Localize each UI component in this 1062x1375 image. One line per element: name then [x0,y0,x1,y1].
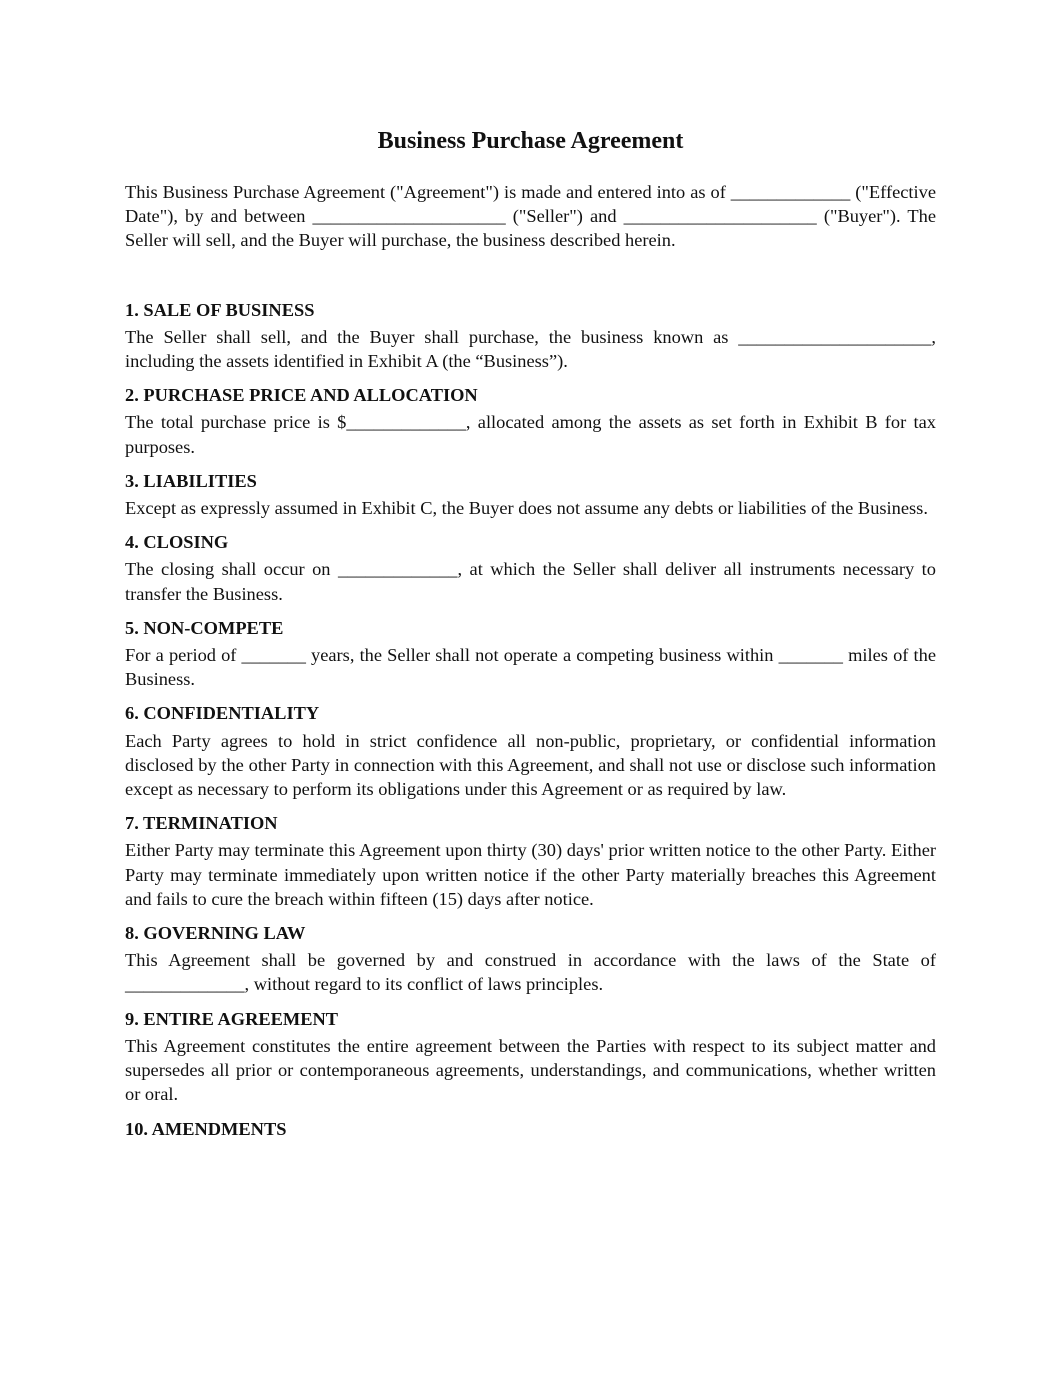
section-heading: 3. LIABILITIES [125,470,257,491]
document-title: Business Purchase Agreement [377,128,684,154]
section-amendments [125,1117,936,1141]
section-termination [125,811,936,911]
section-body: Each Party agrees to hold in strict confidence all non-public, proprietary, or confidential information disclosed by the other Party in connection with this Agreement, and shall not use or disclose such information except as necessary to perform its obligations under this Agreement or as required by law. [125,730,936,800]
section-liabilities [125,469,936,520]
section-heading: 10. AMENDMENTS [125,1118,287,1139]
section-confidentiality [125,701,936,801]
section-closing [125,530,936,606]
section-heading: 1. SALE OF BUSINESS [125,299,315,320]
intro-paragraph: This Business Purchase Agreement ("Agreement") is made and entered into as of _____________ ("Effective Date"), by and between _____________________ ("Seller") and _____________________ ("Buyer"). The Seller will sell, and the Buyer will purchase, the business described herein. [125,182,936,251]
section-non-compete [125,616,936,692]
section-heading: 9. ENTIRE AGREEMENT [125,1008,339,1029]
section-heading: 7. TERMINATION [125,813,278,834]
section-entire-agreement [125,1007,936,1107]
section-body: Except as expressly assumed in Exhibit C, the Buyer does not assume any debts or liabilities of the Business. [125,498,928,519]
document-body [125,126,936,1151]
section-heading: 2. PURCHASE PRICE AND ALLOCATION [125,385,478,406]
section-heading: 4. CLOSING [125,532,229,553]
section-heading: 8. GOVERNING LAW [125,923,306,944]
section-sale-of-business [125,298,936,374]
section-body: Either Party may terminate this Agreement upon thirty (30) days' prior written notice to the other Party. Either Party may terminate immediately upon written notice if the other Party materially breaches this Agreement and fails to cure the breach within fifteen (15) days after notice. [125,840,936,909]
section-heading: 5. NON-COMPETE [125,617,284,638]
section-governing-law [125,921,936,997]
section-heading: 6. CONFIDENTIALITY [125,703,320,724]
section-body: The total purchase price is $_____________, allocated among the assets as set forth in Exhibit B for tax purposes. [125,412,936,457]
section-body: This Agreement shall be governed by and construed in accordance with the laws of the State of _____________, without regard to its conflict of laws principles. [125,950,936,995]
section-purchase-price [125,383,936,459]
section-body: For a period of _______ years, the Seller shall not operate a competing business within _______ miles of the Business. [125,645,936,690]
section-body: The closing shall occur on _____________, at which the Seller shall deliver all instruments necessary to transfer the Business. [125,559,936,604]
section-body: This Agreement constitutes the entire agreement between the Parties with respect to its subject matter and supersedes all prior or contemporaneous agreements, understandings, and communications, whether written or oral. [125,1035,936,1105]
section-body: The Seller shall sell, and the Buyer shall purchase, the business known as _____________________, including the assets identified in Exhibit A (the “Business”). [125,326,936,372]
